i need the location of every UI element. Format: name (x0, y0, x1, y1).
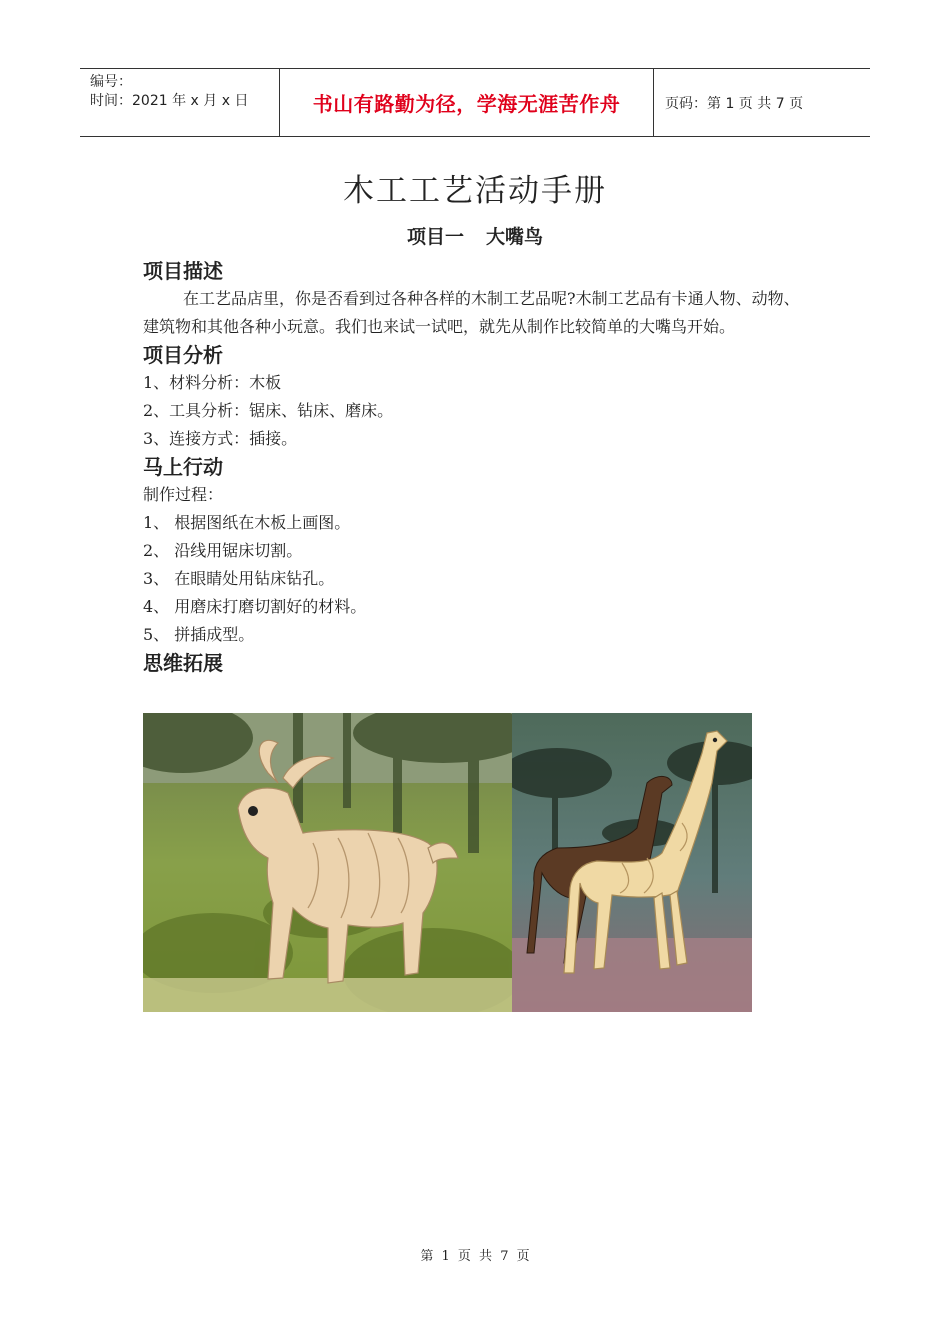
document-date: 时间：2021 年 x 月 x 日 (90, 93, 249, 109)
header-motto: 书山有路勤为径，学海无涯苦作舟 (280, 69, 654, 136)
wooden-goat-photo (143, 713, 512, 1012)
process-step: 3、 在眼睛处用钻床钻孔。 (143, 569, 335, 588)
analysis-item: 2、工具分析：锯床、钻床、磨床。 (143, 401, 394, 420)
process-step: 2、 沿线用锯床切割。 (143, 541, 303, 560)
section-heading-description: 项目描述 (143, 259, 223, 283)
document-title: 木工工艺活动手册 (343, 173, 607, 209)
section-heading-action: 马上行动 (143, 455, 223, 479)
document-body (143, 257, 813, 677)
process-intro: 制作过程： (143, 485, 224, 504)
section-heading-analysis: 项目分析 (143, 343, 223, 367)
header-meta (80, 69, 280, 136)
header-page-number: 页码：第 1 页 共 7 页 (665, 95, 804, 112)
project-number: 项目一 (406, 226, 464, 248)
page-header (80, 68, 870, 137)
analysis-item: 1、材料分析：木板 (143, 373, 282, 392)
section-heading-extension: 思维拓展 (143, 651, 223, 675)
page-footer: 第 1 页 共 7 页 (420, 1249, 530, 1264)
process-step: 5、 拼插成型。 (143, 625, 255, 644)
example-photos (143, 713, 752, 1012)
process-step: 1、 根据图纸在木板上画图。 (143, 513, 351, 532)
wooden-giraffe-photo (512, 713, 752, 1012)
process-step: 4、 用磨床打磨切割好的材料。 (143, 597, 367, 616)
project-subtitle (0, 222, 950, 249)
document-number: 编号： (90, 74, 132, 90)
analysis-item: 3、连接方式：插接。 (143, 429, 298, 448)
description-paragraph: 在工艺品店里，你是否看到过各种各样的木制工艺品呢?木制工艺品有卡通人物、动物、建筑物和其他各种小玩意。我们也来试一试吧，就先从制作比较简单的大嘴鸟开始。 (143, 289, 800, 336)
project-name: 大嘴鸟 (486, 226, 544, 248)
